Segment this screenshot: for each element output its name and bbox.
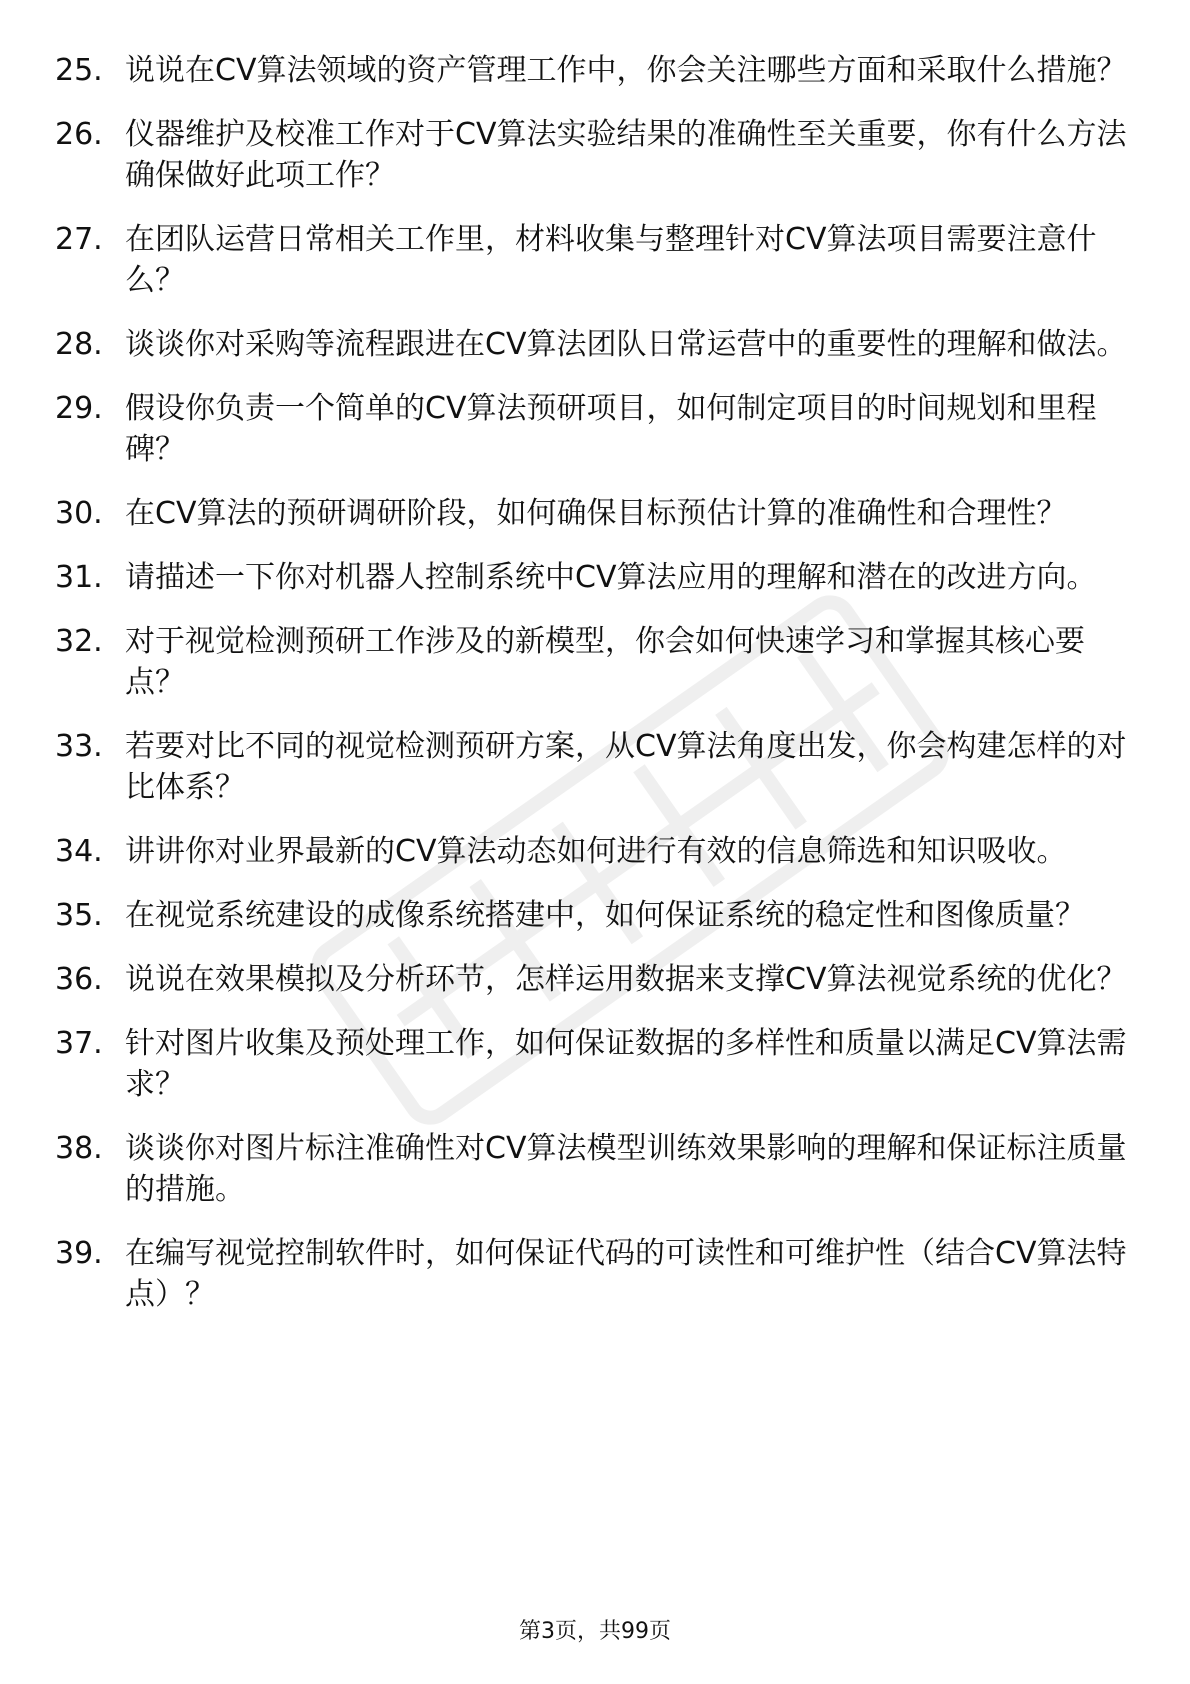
question-number: 36. — [55, 962, 103, 997]
question-text: 请描述一下你对机器人控制系统中CV算法应用的理解和潜在的改进方向。 — [125, 560, 1097, 595]
page-footer — [0, 1614, 1190, 1645]
question-number: 32. — [55, 624, 103, 659]
question-number: 38. — [55, 1131, 103, 1166]
question-text: 针对图片收集及预处理工作，如何保证数据的多样性和质量以满足CV算法需求？ — [125, 1026, 1127, 1102]
question-text: 说说在效果模拟及分析环节，怎样运用数据来支撑CV算法视觉系统的优化？ — [125, 962, 1127, 997]
question-item — [55, 50, 1135, 91]
question-number: 30. — [55, 496, 103, 531]
question-number: 29. — [55, 391, 103, 426]
question-text: 说说在CV算法领域的资产管理工作中，你会关注哪些方面和采取什么措施？ — [125, 53, 1127, 88]
question-number: 39. — [55, 1236, 103, 1271]
question-text: 在团队运营日常相关工作里，材料收集与整理针对CV算法项目需要注意什么？ — [125, 222, 1097, 298]
question-number: 37. — [55, 1026, 103, 1061]
question-text: 讲讲你对业界最新的CV算法动态如何进行有效的信息筛选和知识吸收。 — [125, 834, 1067, 869]
question-text: 在编写视觉控制软件时，如何保证代码的可读性和可维护性（结合CV算法特点）？ — [125, 1236, 1127, 1312]
question-number: 31. — [55, 560, 103, 595]
question-text: 对于视觉检测预研工作涉及的新模型，你会如何快速学习和掌握其核心要点？ — [125, 624, 1085, 700]
question-number: 34. — [55, 834, 103, 869]
question-number: 33. — [55, 729, 103, 764]
page-number-label: 第3页，共99页 — [519, 1619, 671, 1644]
question-item — [55, 959, 1135, 1000]
question-number: 28. — [55, 327, 103, 362]
question-text: 谈谈你对采购等流程跟进在CV算法团队日常运营中的重要性的理解和做法。 — [125, 327, 1127, 362]
question-item — [55, 895, 1135, 936]
question-item — [55, 1023, 1135, 1105]
question-item — [55, 1233, 1135, 1315]
question-item — [55, 493, 1135, 534]
question-item — [55, 324, 1135, 365]
question-text: 在CV算法的预研调研阶段，如何确保目标预估计算的准确性和合理性？ — [125, 496, 1067, 531]
question-item — [55, 557, 1135, 598]
question-number: 35. — [55, 898, 103, 933]
question-item — [55, 1128, 1135, 1210]
question-number: 27. — [55, 222, 103, 257]
question-item — [55, 388, 1135, 470]
question-item — [55, 219, 1135, 301]
question-text: 谈谈你对图片标注准确性对CV算法模型训练效果影响的理解和保证标注质量的措施。 — [125, 1131, 1127, 1207]
question-text: 假设你负责一个简单的CV算法预研项目，如何制定项目的时间规划和里程碑？ — [125, 391, 1097, 467]
question-text: 在视觉系统建设的成像系统搭建中，如何保证系统的稳定性和图像质量？ — [125, 898, 1085, 933]
question-item — [55, 621, 1135, 703]
question-number: 26. — [55, 117, 103, 152]
question-item — [55, 831, 1135, 872]
question-text: 仪器维护及校准工作对于CV算法实验结果的准确性至关重要，你有什么方法确保做好此项工作？ — [125, 117, 1127, 193]
question-text: 若要对比不同的视觉检测预研方案，从CV算法角度出发，你会构建怎样的对比体系？ — [125, 729, 1127, 805]
question-list — [55, 50, 1135, 1338]
question-item — [55, 726, 1135, 808]
question-number: 25. — [55, 53, 103, 88]
question-item — [55, 114, 1135, 196]
